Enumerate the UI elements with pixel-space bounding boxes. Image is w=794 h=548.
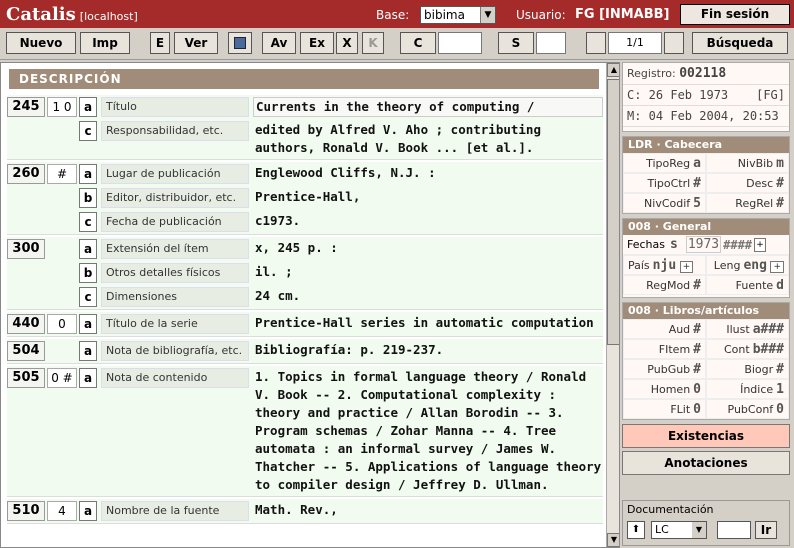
created-date: C: 26 Feb 1973 bbox=[627, 88, 729, 102]
app-title: Catalis [localhost] bbox=[6, 4, 138, 25]
libros-cell[interactable]: Cont b### bbox=[706, 339, 789, 359]
c-input[interactable] bbox=[438, 32, 482, 54]
libros-header: 008 · Libros/artículos bbox=[623, 303, 789, 319]
user-label: Usuario: bbox=[516, 8, 566, 22]
libros-cell[interactable]: FLit 0 bbox=[623, 399, 706, 419]
g008-header: 008 · General bbox=[623, 219, 789, 235]
subfield-row bbox=[7, 285, 603, 309]
libros-cell[interactable]: Ilust a### bbox=[706, 319, 789, 339]
subfield-row bbox=[7, 366, 603, 496]
indicator-input[interactable]: 4 bbox=[47, 501, 77, 521]
marc-field-260 bbox=[7, 162, 603, 235]
subfield-label: Nombre de la fuente bbox=[101, 501, 249, 521]
app-host: [localhost] bbox=[79, 10, 138, 23]
marc-field-504 bbox=[7, 339, 603, 364]
subfield-row bbox=[7, 237, 603, 261]
ldr-cell[interactable]: NivCodif 5 bbox=[623, 193, 706, 213]
subfield-code[interactable]: b bbox=[79, 263, 97, 283]
field-tag[interactable]: 504 bbox=[7, 341, 45, 361]
subfield-code[interactable]: a bbox=[79, 341, 97, 361]
plus-icon[interactable]: + bbox=[754, 238, 766, 252]
subfield-label: Lugar de publicación bbox=[101, 164, 249, 184]
subfield-row bbox=[7, 499, 603, 523]
scroll-thumb[interactable] bbox=[607, 79, 620, 345]
subfield-row bbox=[7, 95, 603, 119]
subfield-row bbox=[7, 162, 603, 186]
title-bar bbox=[0, 0, 794, 28]
libros-box bbox=[622, 302, 790, 420]
libros-cell[interactable]: Biogr # bbox=[706, 359, 789, 379]
indicator-input[interactable]: # bbox=[47, 164, 77, 184]
subfield-value[interactable]: 1. Topics in formal language theory / Ronald V. Book -- 2. Computational complexity : theory and practice / Allan Borodin -- 3. Program schemas / Zohar Manna -- 4. Tree automata : an informal survey / James W. Thatcher -- 5. Applications of language theory to compiler design / Jeffrey D. Ullman. bbox=[255, 369, 602, 492]
av-button[interactable]: Av bbox=[262, 32, 296, 54]
ver-button[interactable]: Ver bbox=[174, 32, 218, 54]
save-button[interactable] bbox=[228, 32, 252, 54]
g008-box bbox=[622, 218, 790, 298]
base-select[interactable]: bibima ▼ bbox=[420, 6, 496, 24]
ex-button[interactable]: Ex bbox=[300, 32, 334, 54]
subfield-value[interactable]: edited by Alfred V. Aho ; contributing authors, Ronald V. Book ... [et al.]. bbox=[255, 122, 541, 155]
subfield-row bbox=[7, 186, 603, 210]
floppy-icon bbox=[234, 37, 246, 49]
x-button[interactable]: X bbox=[336, 32, 358, 54]
field-tag[interactable]: 440 bbox=[7, 314, 45, 334]
subfield-label: Extensión del ítem bbox=[101, 239, 249, 259]
subfield-value[interactable]: c1973. bbox=[255, 213, 301, 228]
subfield-value[interactable]: Prentice-Hall, bbox=[255, 189, 361, 204]
libros-grid bbox=[623, 319, 789, 419]
ldr-box bbox=[622, 136, 790, 214]
ldr-header: LDR · Cabecera bbox=[623, 137, 789, 153]
scroll-up-icon[interactable]: ▲ bbox=[607, 63, 620, 77]
base-label: Base: bbox=[376, 8, 410, 22]
field-tag[interactable]: 505 bbox=[7, 368, 45, 388]
nuevo-button[interactable]: Nuevo bbox=[6, 32, 76, 54]
subfield-value[interactable]: Math. Rev., bbox=[255, 502, 338, 517]
imp-button[interactable]: Imp bbox=[80, 32, 130, 54]
fecha2-input[interactable]: #### bbox=[723, 237, 753, 252]
section-header: DESCRIPCIÓN bbox=[9, 69, 599, 89]
subfield-value[interactable]: il. ; bbox=[255, 264, 293, 279]
field-tag[interactable]: 245 bbox=[7, 97, 45, 117]
busqueda-button[interactable]: Búsqueda bbox=[692, 32, 788, 54]
marc-field-510 bbox=[7, 499, 603, 524]
subfield-row bbox=[7, 312, 603, 336]
subfield-row bbox=[7, 261, 603, 285]
page-indicator[interactable]: 1/1 bbox=[608, 32, 662, 54]
libros-cell[interactable]: Aud # bbox=[623, 319, 706, 339]
chevron-down-icon[interactable]: ▼ bbox=[480, 7, 495, 23]
subfield-value[interactable]: Englewood Cliffs, N.J. : bbox=[255, 165, 436, 180]
ldr-grid bbox=[623, 153, 789, 213]
subfield-label: Nota de bibliografía, etc. bbox=[101, 341, 249, 361]
ldr-cell[interactable]: TipoReg a bbox=[623, 153, 706, 173]
subfield-code[interactable]: a bbox=[79, 97, 97, 117]
subfield-code[interactable]: b bbox=[79, 188, 97, 208]
libros-cell[interactable]: Homen 0 bbox=[623, 379, 706, 399]
field-tag[interactable]: 260 bbox=[7, 164, 45, 184]
fecha1-input[interactable]: 1973 bbox=[687, 237, 720, 252]
indicator-input[interactable]: 0 # bbox=[47, 368, 77, 388]
ldr-cell[interactable]: NivBib m bbox=[706, 153, 789, 173]
plus-icon[interactable]: + bbox=[770, 261, 784, 273]
subfield-code[interactable]: c bbox=[79, 287, 97, 307]
subfield-value[interactable]: Prentice-Hall series in automatic computation bbox=[255, 315, 594, 330]
subfield-row bbox=[7, 119, 603, 159]
subfield-row bbox=[7, 210, 603, 234]
subfield-label: Dimensiones bbox=[101, 287, 249, 307]
libros-cell[interactable]: FItem # bbox=[623, 339, 706, 359]
marc-field-440 bbox=[7, 312, 603, 337]
k-button[interactable]: K bbox=[362, 32, 384, 54]
record-info: Registro: 002118 C: 26 Feb 1973 [FG] M: 04 Feb 2004, 20:53 bbox=[622, 62, 790, 132]
record-editor bbox=[0, 62, 620, 548]
c-button[interactable]: C bbox=[400, 32, 436, 54]
created-by: [FG] bbox=[756, 88, 785, 102]
pais-cell: País nju + bbox=[623, 255, 706, 275]
record-number: 002118 bbox=[679, 66, 727, 81]
subfield-row bbox=[7, 339, 603, 363]
field-tag[interactable]: 510 bbox=[7, 501, 45, 521]
doc-input[interactable] bbox=[717, 521, 751, 539]
anotaciones-button[interactable]: Anotaciones bbox=[622, 451, 790, 475]
modified-date: M: 04 Feb 2004, 20:53 bbox=[623, 106, 789, 127]
s-input[interactable] bbox=[536, 32, 566, 54]
doc-select[interactable]: LC ▼ bbox=[651, 521, 707, 539]
subfield-label: Título bbox=[101, 97, 249, 117]
ldr-cell[interactable]: Desc # bbox=[706, 173, 789, 193]
chevron-down-icon[interactable]: ▼ bbox=[692, 522, 706, 538]
ldr-cell[interactable]: RegRel # bbox=[706, 193, 789, 213]
libros-cell[interactable]: PubGub # bbox=[623, 359, 706, 379]
subfield-code[interactable]: c bbox=[79, 212, 97, 232]
subfield-code[interactable]: a bbox=[79, 501, 97, 521]
prev-button[interactable] bbox=[586, 32, 606, 54]
libros-cell[interactable]: Índice 1 bbox=[706, 379, 789, 399]
marc-field-505 bbox=[7, 366, 603, 497]
subfield-code[interactable]: a bbox=[79, 368, 97, 388]
marc-field-245 bbox=[7, 95, 603, 160]
subfield-label: Otros detalles físicos bbox=[101, 263, 249, 283]
regmod-cell: RegMod # bbox=[623, 275, 706, 295]
subfield-code[interactable]: a bbox=[79, 239, 97, 259]
vertical-scrollbar[interactable] bbox=[606, 63, 620, 547]
subfield-value[interactable]: Currents in the theory of computing / bbox=[253, 97, 603, 117]
leng-cell: Leng eng + bbox=[706, 255, 789, 275]
subfield-code[interactable]: a bbox=[79, 314, 97, 334]
field-tag[interactable]: 300 bbox=[7, 239, 45, 259]
fuente-cell: Fuente d bbox=[706, 275, 789, 295]
indicator-input[interactable]: 1 0 bbox=[47, 97, 77, 117]
subfield-label: Nota de contenido bbox=[101, 368, 249, 388]
marc-field-300 bbox=[7, 237, 603, 310]
indicator-input[interactable]: 0 bbox=[47, 314, 77, 334]
scroll-down-icon[interactable]: ▼ bbox=[607, 533, 620, 547]
documentacion-box bbox=[622, 500, 790, 546]
subfield-label: Fecha de publicación bbox=[101, 212, 249, 232]
subfield-value[interactable]: Bibliografía: p. 219-237. bbox=[255, 342, 444, 357]
subfield-code[interactable]: a bbox=[79, 164, 97, 184]
fechas-row: Fechas s 1973 #### + bbox=[623, 235, 789, 255]
field-list bbox=[7, 95, 603, 526]
subfield-value[interactable]: 24 cm. bbox=[255, 288, 301, 303]
subfield-label: Editor, distribuidor, etc. bbox=[101, 188, 249, 208]
existencias-button[interactable]: Existencias bbox=[622, 424, 790, 448]
subfield-code[interactable]: c bbox=[79, 121, 97, 141]
ldr-cell[interactable]: TipoCtrl # bbox=[623, 173, 706, 193]
doc-label: Documentación bbox=[627, 503, 714, 516]
e-button[interactable]: E bbox=[150, 32, 170, 54]
libros-cell[interactable]: PubConf 0 bbox=[706, 399, 789, 419]
side-panel bbox=[620, 60, 794, 548]
ir-button[interactable]: Ir bbox=[755, 521, 777, 539]
subfield-label: Título de la serie bbox=[101, 314, 249, 334]
user-value: FG [INMABB] bbox=[575, 7, 670, 22]
subfield-value[interactable]: x, 245 p. : bbox=[255, 240, 338, 255]
arrow-up-icon[interactable]: ⬆ bbox=[627, 521, 645, 539]
s-button[interactable]: S bbox=[498, 32, 534, 54]
logout-button[interactable]: Fin sesión bbox=[680, 4, 790, 25]
toolbar bbox=[0, 28, 794, 60]
plus-icon[interactable]: + bbox=[680, 261, 694, 273]
next-button[interactable] bbox=[664, 32, 684, 54]
subfield-label: Responsabilidad, etc. bbox=[101, 121, 249, 141]
